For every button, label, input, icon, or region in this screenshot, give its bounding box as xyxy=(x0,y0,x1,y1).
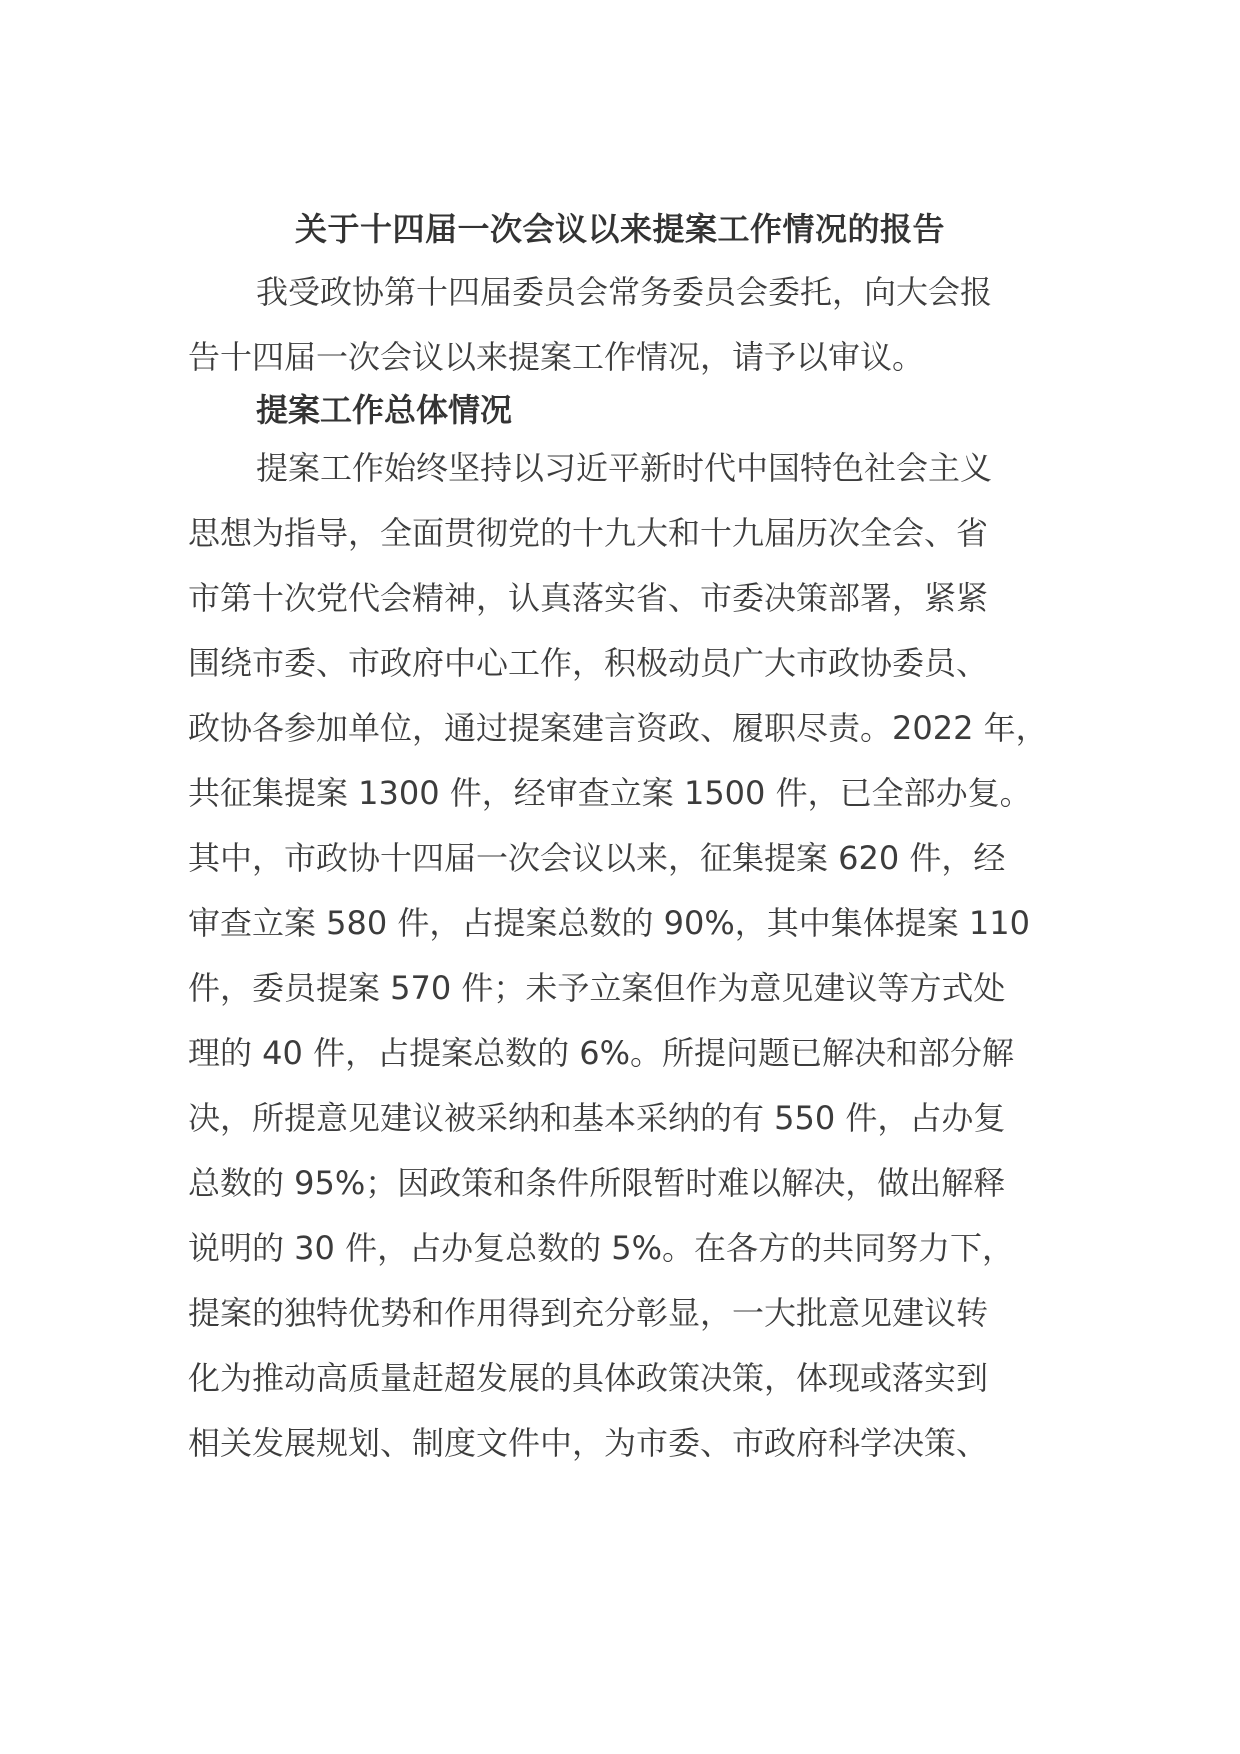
body-line: 围绕市委、市政府中心工作，积极动员广大市政协委员、 xyxy=(188,644,989,682)
body-line: 提案的独特优势和作用得到充分彰显，一大批意见建议转 xyxy=(188,1294,989,1332)
body-line: 相关发展规划、制度文件中，为市委、市政府科学决策、 xyxy=(188,1424,989,1462)
body-line: 市第十次党代会精神，认真落实省、市委决策部署，紧紧 xyxy=(188,579,989,617)
body-line: 政协各参加单位，通过提案建言资政、履职尽责。2022 年， xyxy=(188,709,1048,747)
body-line: 提案工作始终坚持以习近平新时代中国特色社会主义 xyxy=(256,449,993,487)
body-paragraph xyxy=(188,436,1088,1476)
body-line: 理的 40 件，占提案总数的 6%。所提问题已解决和部分解 xyxy=(188,1034,1015,1072)
body-line: 共征集提案 1300 件，经审查立案 1500 件，已全部办复。 xyxy=(188,774,1032,812)
section-heading: 提案工作总体情况 xyxy=(256,391,513,429)
body-line: 审查立案 580 件，占提案总数的 90%，其中集体提案 110 xyxy=(188,904,1030,942)
body-line: 说明的 30 件，占办复总数的 5%。在各方的共同努力下， xyxy=(188,1229,1015,1267)
body-line: 化为推动高质量赶超发展的具体政策决策，体现或落实到 xyxy=(188,1359,989,1397)
document-title: 关于十四届一次会议以来提案工作情况的报告 xyxy=(294,210,945,248)
intro-paragraph xyxy=(188,260,1088,390)
body-line: 思想为指导，全面贯彻党的十九大和十九届历次全会、省 xyxy=(188,514,989,552)
body-line: 决，所提意见建议被采纳和基本采纳的有 550 件，占办复 xyxy=(188,1099,1006,1137)
section-heading-block xyxy=(188,378,1088,443)
body-line: 总数的 95%；因政策和条件所限暂时难以解决，做出解释 xyxy=(188,1164,1006,1202)
intro-line: 告十四届一次会议以来提案工作情况，请予以审议。 xyxy=(188,338,925,376)
body-line: 件，委员提案 570 件；未予立案但作为意见建议等方式处 xyxy=(188,969,1006,1007)
intro-line: 我受政协第十四届委员会常务委员会委托，向大会报 xyxy=(256,273,993,311)
body-line: 其中，市政协十四届一次会议以来，征集提案 620 件，经 xyxy=(188,839,1006,877)
